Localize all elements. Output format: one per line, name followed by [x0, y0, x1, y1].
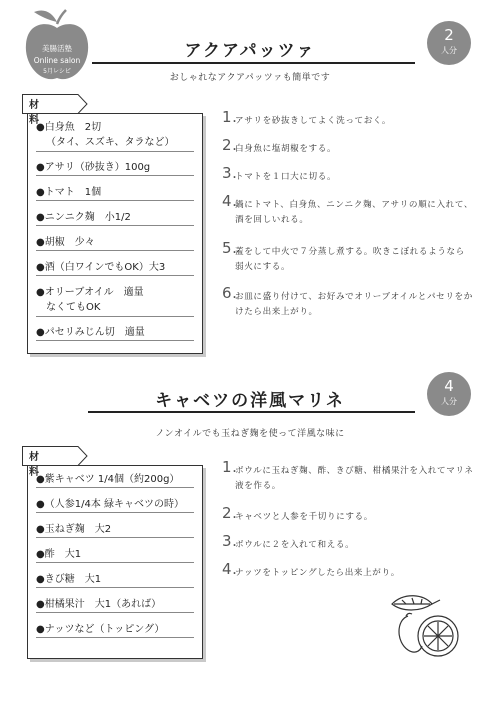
- serving-count: 2: [444, 26, 454, 44]
- serving-count: 4: [444, 377, 454, 395]
- lemon-illustration: [384, 590, 466, 662]
- step-text: キャベツと人参を千切りにする。: [235, 512, 373, 522]
- step-text: 蓋をして中火で７分蒸し煮する。吹きこぼれるようなら弱火にする。: [235, 247, 465, 272]
- step-item: [222, 136, 474, 157]
- step-number: 3.: [222, 532, 238, 550]
- recipe-title: アクアパッツァ: [184, 41, 316, 61]
- lemon-icon: [384, 590, 466, 662]
- ingredient-item: ●きび糖 大1: [36, 572, 194, 588]
- ingredient-item: ●白身魚 2切 （タイ、スズキ、タラなど）: [36, 120, 194, 152]
- step-text: ボウルに玉ねぎ麹、酢、きび糖、柑橘果汁を入れてマリネ液を作る。: [235, 466, 474, 491]
- logo-line-2: Online salon: [33, 56, 81, 65]
- ingredients-label: 材料: [29, 100, 42, 126]
- step-number: 2.: [222, 504, 238, 522]
- step-item: [222, 192, 474, 228]
- ingredient-item: ●ナッツなど（トッピング）: [36, 622, 194, 638]
- step-number: 5.: [222, 239, 238, 257]
- step-text: ナッツをトッピングしたら出来上がり。: [235, 568, 400, 578]
- step-item: [222, 458, 474, 494]
- step-number: 4.: [222, 192, 238, 210]
- ingredient-item: ●（人参1/4本 緑キャベツの時）: [36, 497, 194, 513]
- step-number: 6.: [222, 284, 238, 302]
- ingredient-item: ●玉ねぎ麹 大2: [36, 522, 194, 538]
- logo-line-3: 5月レシピ: [43, 68, 71, 75]
- ingredient-item: ●ニンニク麹 小1/2: [36, 210, 194, 226]
- ingredients-box: [27, 465, 203, 659]
- step-item: [222, 284, 474, 320]
- serving-badge: [427, 372, 471, 416]
- serving-unit: 人分: [441, 46, 457, 55]
- ingredient-item: ●オリーブオイル 適量 なくてもOK: [36, 285, 194, 317]
- ingredient-item: ●紫キャベツ 1/4個（約200g）: [36, 472, 194, 488]
- recipe-subtitle: おしゃれなアクアパッツァも簡単です: [169, 73, 331, 83]
- step-text: お皿に盛り付けて、お好みでオリーブオイルとパセリをかけたら出来上がり。: [235, 292, 473, 317]
- step-number: 1.: [222, 458, 238, 476]
- step-number: 2.: [222, 136, 238, 154]
- step-number: 3.: [222, 164, 238, 182]
- ingredient-item: ●胡椒 少々: [36, 235, 194, 251]
- step-item: [222, 239, 474, 275]
- title-rule: [88, 411, 415, 413]
- ingredient-item: ●柑橘果汁 大1（あれば）: [36, 597, 194, 613]
- step-item: [222, 532, 474, 553]
- step-number: 1.: [222, 108, 238, 126]
- ingredient-item: ●酒（白ワインでもOK）大3: [36, 260, 194, 276]
- ingredient-item: ●パセリみじん切 適量: [36, 325, 194, 341]
- step-text: 鍋にトマト、白身魚、ニンニク麹、アサリの順に入れて、酒を回しいれる。: [235, 200, 474, 225]
- step-text: アサリを砂抜きしてよく洗っておく。: [235, 116, 392, 126]
- recipe-subtitle: ノンオイルでも玉ねぎ麹を使って洋風な味に: [155, 429, 345, 439]
- step-number: 4.: [222, 560, 238, 578]
- ingredients-label: 材料: [29, 452, 42, 478]
- logo-line-1: 美腸活塾: [42, 44, 72, 53]
- salon-logo: [22, 4, 92, 84]
- step-item: [222, 164, 474, 185]
- ingredient-item: ●トマト 1個: [36, 185, 194, 201]
- step-text: ボウルに２を入れて和える。: [235, 540, 355, 550]
- step-item: [222, 108, 474, 129]
- serving-badge: [427, 21, 471, 65]
- title-rule: [92, 62, 415, 64]
- serving-unit: 人分: [441, 397, 457, 406]
- recipe-title: キャベツの洋風マリネ: [155, 391, 345, 411]
- step-text: 白身魚に塩胡椒をする。: [235, 144, 337, 154]
- step-item: [222, 560, 474, 581]
- step-text: トマトを１口大に切る。: [235, 172, 337, 182]
- ingredient-item: ●酢 大1: [36, 547, 194, 563]
- ingredient-item: ●アサリ（砂抜き）100g: [36, 160, 194, 176]
- step-item: [222, 504, 474, 525]
- ingredients-box: [27, 113, 203, 354]
